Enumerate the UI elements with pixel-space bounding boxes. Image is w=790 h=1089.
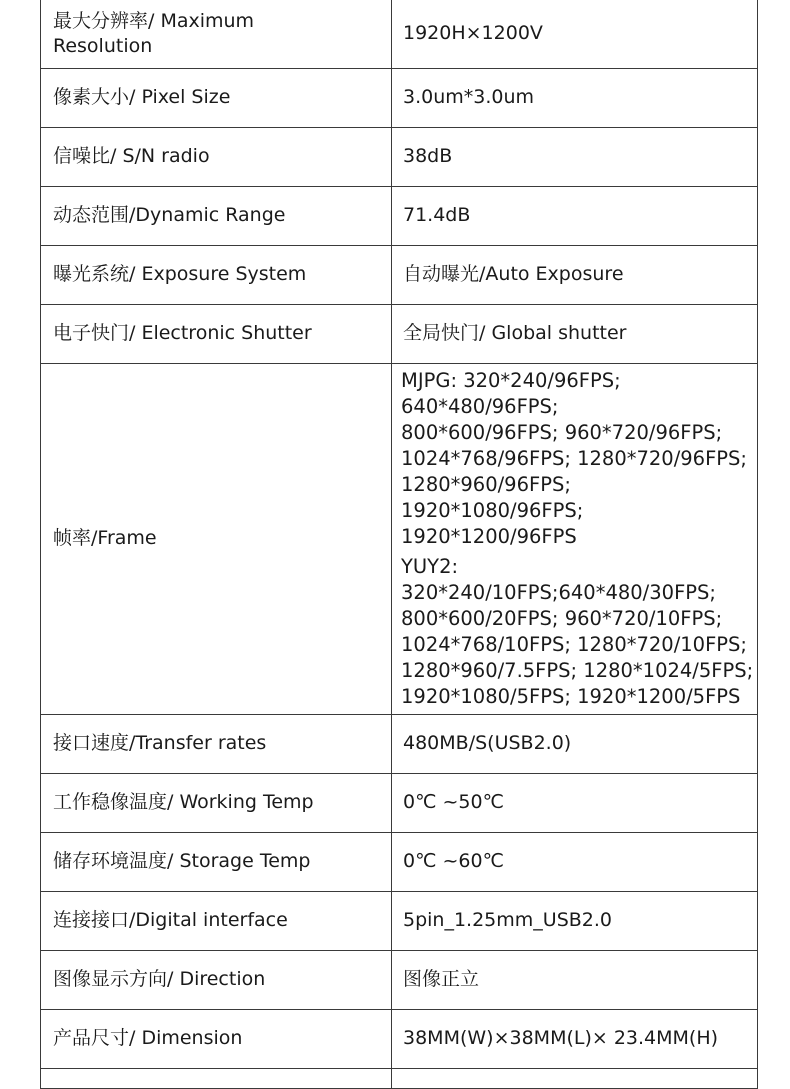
spec-value: 71.4dB — [392, 186, 758, 245]
frame-yuy2: YUY2: 320*240/10FPS;640*480/30FPS; 800*600/20FPS; 960*720/10FPS; 1024*768/10FPS; 1280*720/10FPS; 1280*960/7.5FPS; 1280*1024/5FPS; 1920*1080/5FPS; 1920*1200/5FPS — [401, 554, 754, 708]
table-row — [41, 304, 758, 363]
spec-label: 像素大小/ Pixel Size — [41, 68, 392, 127]
spec-value: 480MB/S(USB2.0) — [392, 714, 758, 773]
spec-value: 0℃ ~60℃ — [392, 832, 758, 891]
spec-label: 信噪比/ S/N radio — [41, 127, 392, 186]
spec-value: 图像正立 — [392, 950, 758, 1009]
table-row-empty — [41, 1068, 758, 1088]
spec-value: 5pin_1.25mm_USB2.0 — [392, 891, 758, 950]
table-row — [41, 714, 758, 773]
table-row — [41, 773, 758, 832]
table-row — [41, 950, 758, 1009]
spec-label-empty — [41, 1068, 392, 1088]
table-row — [41, 1009, 758, 1068]
spec-value: 3.0um*3.0um — [392, 68, 758, 127]
table-row — [41, 363, 758, 714]
spec-table — [40, 0, 758, 1089]
table-row — [41, 891, 758, 950]
table-row — [41, 186, 758, 245]
spec-value: 38MM(W)×38MM(L)× 23.4MM(H) — [392, 1009, 758, 1068]
table-row — [41, 68, 758, 127]
spec-label: 图像显示方向/ Direction — [41, 950, 392, 1009]
spec-label: 产品尺寸/ Dimension — [41, 1009, 392, 1068]
spec-label: 动态范围/Dynamic Range — [41, 186, 392, 245]
spec-label: 接口速度/Transfer rates — [41, 714, 392, 773]
table-row — [41, 245, 758, 304]
spec-value: 1920H×1200V — [392, 0, 758, 68]
spec-value: 0℃ ~50℃ — [392, 773, 758, 832]
spec-label: 电子快门/ Electronic Shutter — [41, 304, 392, 363]
spec-label: 储存环境温度/ Storage Temp — [41, 832, 392, 891]
spec-label: 最大分辨率/ Maximum Resolution — [41, 0, 392, 68]
table-row — [41, 832, 758, 891]
spec-label: 曝光系统/ Exposure System — [41, 245, 392, 304]
frame-mjpg: MJPG: 320*240/96FPS; 640*480/96FPS; 800*600/96FPS; 960*720/96FPS; 1024*768/96FPS; 1280*720/96FPS; 1280*960/96FPS; 1920*1080/96FPS; 1920*1200/96FPS — [401, 368, 748, 548]
spec-label: 工作稳像温度/ Working Temp — [41, 773, 392, 832]
table-row — [41, 127, 758, 186]
spec-label: 连接接口/Digital interface — [41, 891, 392, 950]
spec-value: 38dB — [392, 127, 758, 186]
spec-value: 自动曝光/Auto Exposure — [392, 245, 758, 304]
spec-value-empty — [392, 1068, 758, 1088]
spec-value-frame — [392, 363, 758, 714]
spec-label: 帧率/Frame — [41, 363, 392, 714]
spec-value: 全局快门/ Global shutter — [392, 304, 758, 363]
table-row — [41, 0, 758, 68]
